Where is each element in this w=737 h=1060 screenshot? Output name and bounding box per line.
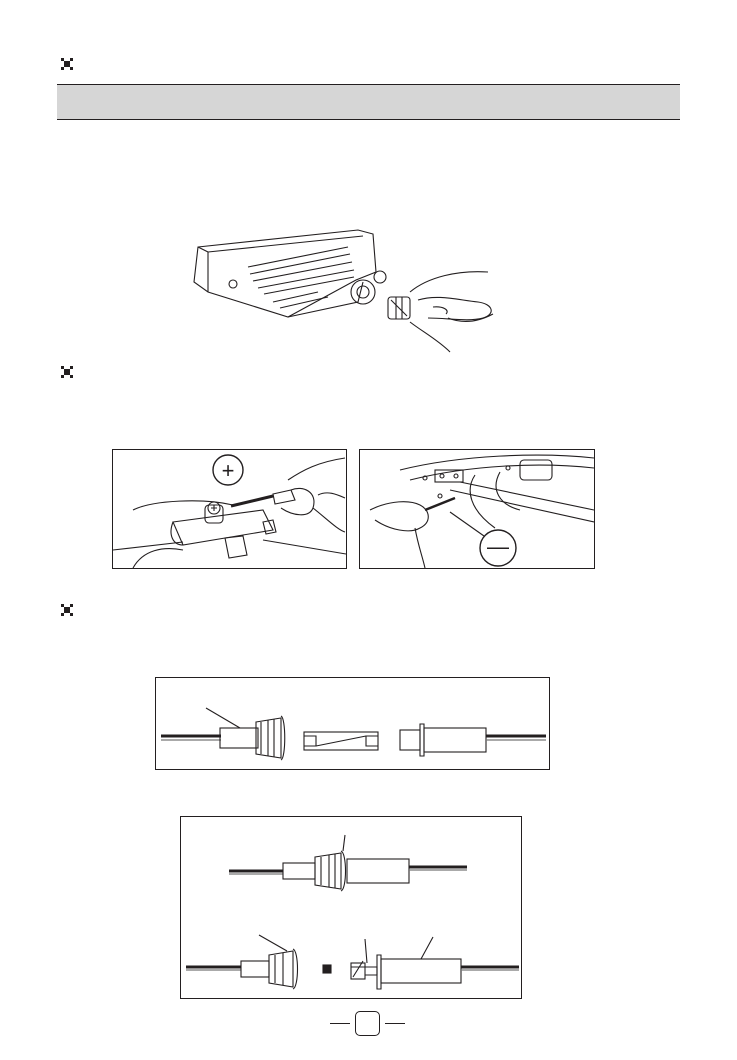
page-number-box (355, 1011, 380, 1036)
plus-sign-label: + (221, 458, 235, 483)
bullet-square-icon (61, 58, 73, 70)
bullet-square-icon (61, 366, 73, 378)
bullet-square-icon (61, 604, 73, 616)
fuse-holder-disassembled-illustration (155, 677, 550, 770)
fuse-holder-assembled-illustration (180, 816, 522, 999)
minus-sign-label: — (487, 534, 509, 559)
antenna-connection-illustration (188, 222, 498, 357)
negative-terminal-illustration (359, 449, 595, 569)
section-header-bar (57, 84, 680, 120)
footer-rule-left (330, 1023, 350, 1024)
positive-terminal-illustration (112, 449, 347, 569)
footer-rule-right (385, 1023, 405, 1024)
